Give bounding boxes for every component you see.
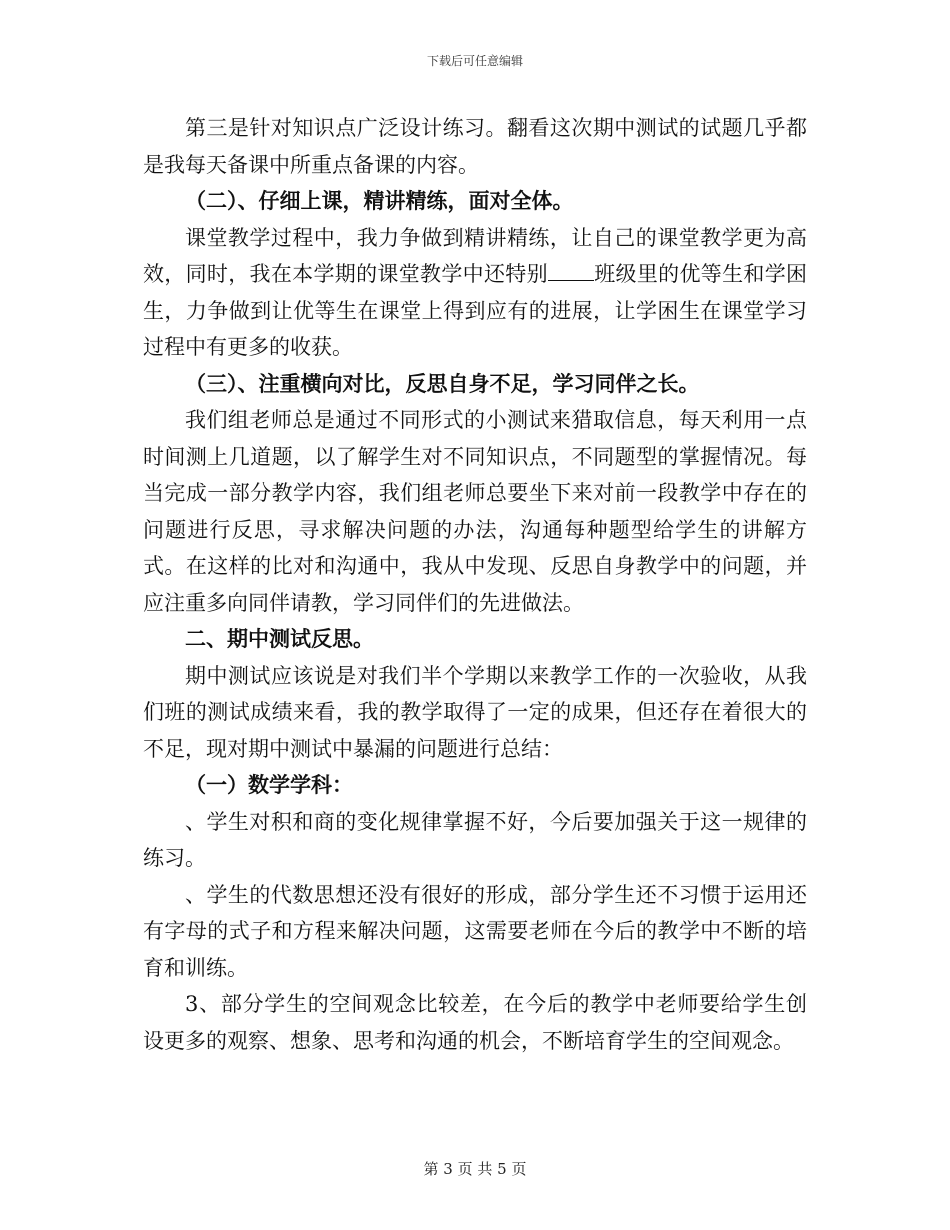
heading-careful-teaching: （二）、仔细上课，精讲精练，面对全体。 <box>185 188 574 213</box>
heading-horizontal-comparison: （三）、注重横向对比，反思自身不足，学习同伴之长。 <box>185 370 700 396</box>
paragraph-group-tests: 我们组老师总是通过不同形式的小测试来猎取信息，每天利用一点时间测上几道题，以了解学生对不同知识点，不同题型的掌握情况。每当完成一部分教学内容，我们组老师总要坐下来对前一段教学中存在的问题进行反思，寻求解决问题的办法，沟通每种题型给学生的讲解方式。在这样的比对和沟通中，我从中发现、反思自身教学中的问题，并应注重多向同伴请教，学习同伴们的先进做法。 <box>143 408 807 615</box>
page-footer: 第 3 页 共 5 页 <box>423 1160 527 1178</box>
heading-math-subject: （一）数学学科： <box>185 772 353 797</box>
paragraph-point-product-quotient: 、学生对积和商的变化规律掌握不好，今后要加强关于这一规律的练习。 <box>143 809 807 870</box>
page-header: 下载后可任意编辑 <box>426 54 523 68</box>
paragraph-classroom-teaching <box>143 220 807 366</box>
paragraph-knowledge-practice: 第三是针对知识点广泛设计练习。翻看这次期中测试的试题几乎都是我每天备课中所重点备课的内容。 <box>143 116 807 177</box>
paragraph-point-spatial: 3、部分学生的空间观念比较差，在今后的教学中老师要给学生创设更多的观察、想象、思考和沟通的机会，不断培育学生的空间观念。 <box>143 992 807 1053</box>
document-body <box>143 110 807 1059</box>
paragraph-classroom-teaching-part1: 课堂教学过程中，我力争做到精讲精练，让自己的课堂教学更为高效，同时，我在本学期的课堂教学中还特别 <box>143 225 807 286</box>
paragraph-midterm-summary: 期中测试应该说是对我们半个学期以来教学工作的一次验收，从我们班的测试成绩来看，我的教学取得了一定的成果，但还存在着很大的不足，现对期中测试中暴漏的问题进行总结： <box>143 663 807 761</box>
paragraph-classroom-teaching-part2: 班级里的优等生和学困生，力争做到让优等生在课堂上得到应有的进展，让学困生在课堂学习过程中有更多的收获。 <box>143 262 808 359</box>
blank-underline <box>548 262 594 281</box>
paragraph-point-algebra: 、学生的代数思想还没有很好的形成，部分学生还不习惯于运用还有字母的式子和方程来解决问题，这需要老师在今后的教学中不断的培育和训练。 <box>143 882 807 980</box>
heading-midterm-reflection: 二、期中测试反思。 <box>185 626 374 651</box>
